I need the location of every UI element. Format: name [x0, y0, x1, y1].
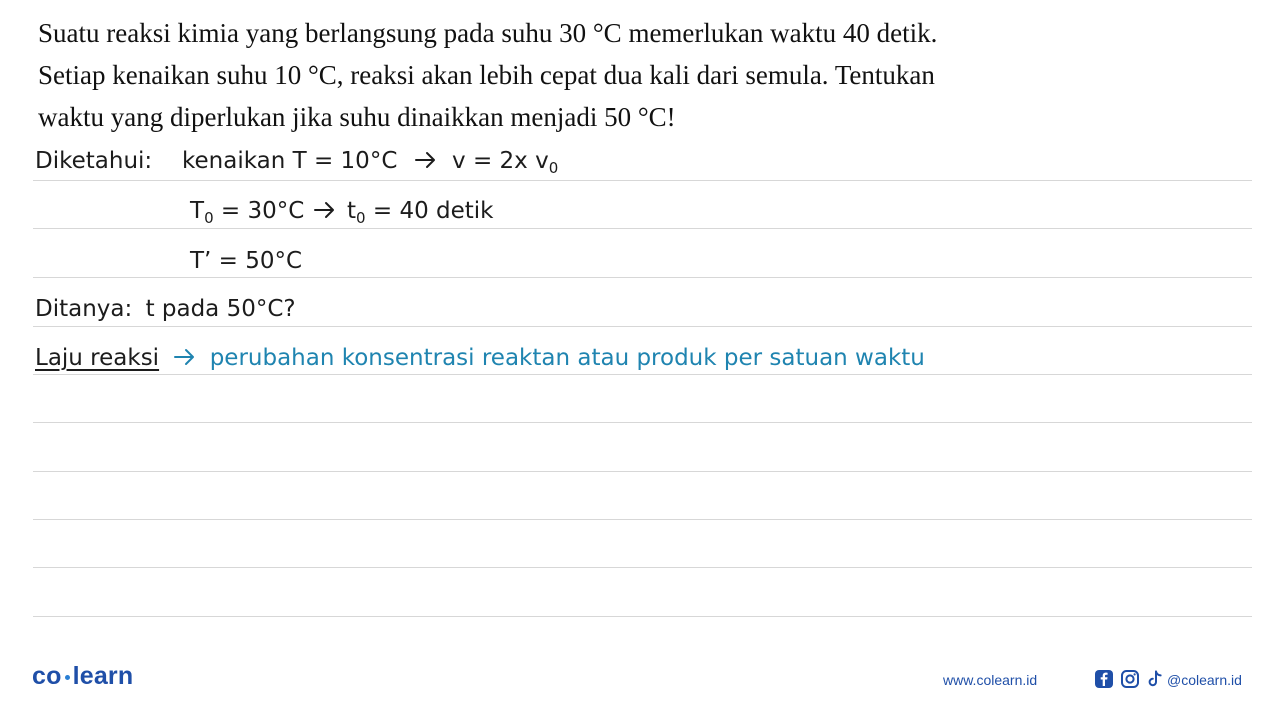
laju-reaksi-label: Laju reaksi [35, 345, 160, 371]
arrow-right-icon [174, 348, 196, 366]
given-line-2 [190, 196, 494, 226]
given-initial-temp-subscript: 0 [204, 209, 214, 227]
given-line-3: T’ = 50°C [190, 248, 303, 274]
website-link[interactable]: www.colearn.id [943, 672, 1038, 688]
ditanya-label: Ditanya: [35, 296, 133, 322]
ruled-line [33, 471, 1252, 472]
given-rate: v = 2x v [452, 148, 549, 174]
ruled-line [33, 326, 1252, 327]
colearn-logo [32, 662, 133, 691]
arrow-right-icon [314, 201, 336, 219]
ruled-line [33, 277, 1252, 278]
ruled-line [33, 422, 1252, 423]
social-handle[interactable]: @colearn.id [1167, 672, 1242, 688]
logo-dot-icon [65, 675, 70, 680]
tiktok-icon[interactable] [1145, 669, 1165, 689]
given-initial-time-subscript: 0 [356, 209, 366, 227]
ruled-line [33, 616, 1252, 617]
given-initial-temp-value: = 30°C [213, 198, 305, 224]
question-line-2: Setiap kenaikan suhu 10 °C, reaksi akan lebih cepat dua kali dari semula. Tentukan [38, 60, 935, 90]
given-initial-time-symbol: t [346, 198, 356, 224]
arrow-right-icon [415, 151, 437, 169]
ditanya-value: t pada 50°C? [145, 296, 296, 322]
logo-text-co: co [32, 662, 62, 690]
ruled-line [33, 228, 1252, 229]
facebook-icon[interactable] [1094, 669, 1114, 689]
given-initial-temp-symbol: T [190, 198, 205, 224]
given-temp-increase: kenaikan T = 10°C [182, 148, 398, 174]
ruled-line [33, 374, 1252, 375]
ruled-line [33, 519, 1252, 520]
given-initial-time-value: = 40 detik [365, 198, 494, 224]
instagram-icon[interactable] [1120, 669, 1140, 689]
ruled-line [33, 567, 1252, 568]
ditanya-line [35, 294, 296, 324]
given-rate-subscript: 0 [548, 159, 559, 177]
ruled-line [33, 180, 1252, 181]
diketahui-label: Diketahui: [35, 148, 153, 174]
question-line-3: waktu yang diperlukan jika suhu dinaikkan menjadi 50 °C! [38, 102, 676, 132]
laju-line [35, 343, 925, 373]
question-text [38, 12, 1238, 138]
logo-text-learn: learn [72, 662, 134, 690]
given-line-1 [182, 146, 558, 176]
question-line-1: Suatu reaksi kimia yang berlangsung pada suhu 30 °C memerlukan waktu 40 detik. [38, 18, 938, 48]
laju-reaksi-definition: perubahan konsentrasi reaktan atau produk per satuan waktu [209, 345, 925, 371]
